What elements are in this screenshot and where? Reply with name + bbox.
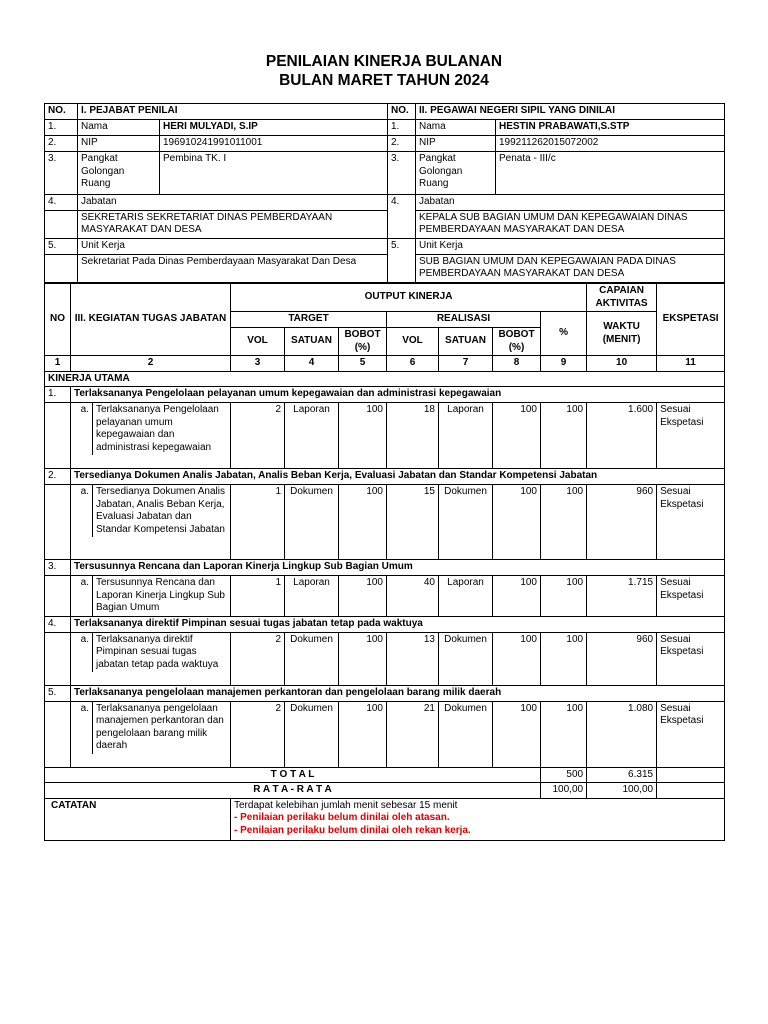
realisasi-satuan: Dokumen [439,632,493,685]
item-desc-cell [71,632,231,685]
spacer-cell [45,701,71,767]
rata-persen: 100,00 [541,783,587,799]
capaian-persen: 100 [541,485,587,560]
colnum: 6 [387,356,439,372]
unit-label: Unit Kerja [78,238,388,254]
output-kinerja-header: OUTPUT KINERJA [231,284,587,312]
item-title: Tersedianya Dokumen Analis Jabatan, Analis Beban Kerja, Evaluasi Jabatan dan Standar Kompetensi Jabatan [71,469,725,485]
colnum: 3 [231,356,285,372]
row-num: 1. [388,120,416,136]
target-bobot: 100 [339,632,387,685]
colnum: 11 [657,356,725,372]
target-bobot: 100 [339,403,387,469]
item-title-row [45,560,725,576]
target-satuan: Dokumen [285,485,339,560]
nama-label: Nama [78,120,160,136]
capaian-persen: 100 [541,701,587,767]
item-number: 1. [45,387,71,403]
item-description: Terlaksananya Pengelolaan pelayanan umum kepegawaian dan administrasi kepegawaian [96,404,219,453]
realisasi-bobot: 100 [493,485,541,560]
item-number: 2. [45,469,71,485]
row-num: 5. [388,238,416,282]
page-subtitle: BULAN MARET TAHUN 2024 [279,72,489,89]
target-satuan: Laporan [285,403,339,469]
target-satuan: Laporan [285,576,339,617]
nip-label: NIP [78,136,160,152]
rata-rata-label: R A T A - R A T A [45,783,541,799]
nip-label: NIP [416,136,496,152]
catatan-line: Terdapat kelebihan jumlah menit sebesar 15 menit [234,799,458,811]
realisasi-bobot: 100 [493,403,541,469]
row-num: 4. [388,195,416,239]
nama-label: Nama [416,120,496,136]
item-sub-number: a. [71,576,93,616]
row-num: 1. [45,120,78,136]
item-title-row [45,616,725,632]
pangkat-label: Pangkat Golongan Ruang [416,152,496,195]
pegawai-pangkat: Penata - III/c [496,152,725,195]
info-table [44,103,725,283]
item-desc-cell [71,485,231,560]
target-bobot: 100 [339,485,387,560]
kinerja-table [44,283,725,841]
catatan-warning: - Penilaian perilaku belum dinilai oleh atasan. [234,812,450,823]
realisasi-satuan: Dokumen [439,701,493,767]
spacer-cell [45,403,71,469]
no-header-right: NO. [388,104,416,120]
penilai-unit: Sekretariat Pada Dinas Pemberdayaan Masyarakat Dan Desa [78,254,388,282]
capaian-persen: 100 [541,576,587,617]
item-title-row [45,685,725,701]
realisasi-satuan: Dokumen [439,485,493,560]
row-num: 5. [45,238,78,254]
spacer-cell [45,485,71,560]
pegawai-nip: 199211262015072002 [496,136,725,152]
target-vol-header: VOL [231,328,285,356]
realisasi-bobot: 100 [493,632,541,685]
catatan-warning: - Penilaian perilaku belum dinilai oleh rekan kerja. [234,824,471,836]
waktu-menit: 960 [587,485,657,560]
row-num: 2. [388,136,416,152]
section-kinerja-utama: KINERJA UTAMA [45,371,725,387]
persen-header: % [541,312,587,356]
table-row [45,701,725,767]
item-desc-cell [71,403,231,469]
item-title: Terlaksananya Pengelolaan pelayanan umum kepegawaian dan administrasi kepegawaian [71,387,725,403]
penilai-pangkat: Pembina TK. I [160,152,388,195]
target-header: TARGET [231,312,387,328]
realisasi-satuan: Laporan [439,403,493,469]
penilai-jabatan: SEKRETARIS SEKRETARIAT DINAS PEMBERDAYAAN MASYARAKAT DAN DESA [78,210,388,238]
item-sub-number: a. [71,702,93,754]
ekspetasi-value: Sesuai Ekspetasi [657,403,725,469]
spacer-cell [45,632,71,685]
item-title-row [45,469,725,485]
colnum: 1 [45,356,71,372]
capaian-persen: 100 [541,403,587,469]
jabatan-label: Jabatan [78,195,388,211]
colnum: 2 [71,356,231,372]
item-description: Terlaksananya direktif Pimpinan sesuai tugas jabatan tetap pada waktuya [96,633,219,670]
item-number: 4. [45,616,71,632]
ekspetasi-value: Sesuai Ekspetasi [657,485,725,560]
item-description: Tersusunnya Rencana dan Laporan Kinerja Lingkup Sub Bagian Umum [96,577,225,613]
item-title: Tersusunnya Rencana dan Laporan Kinerja Lingkup Sub Bagian Umum [71,560,725,576]
realisasi-header: REALISASI [387,312,541,328]
item-title: Terlaksananya direktif Pimpinan sesuai tugas jabatan tetap pada waktuya [71,616,725,632]
row-num: 2. [45,136,78,152]
item-sub-number: a. [71,485,93,537]
colnum: 10 [587,356,657,372]
penilai-nip: 196910241991011001 [160,136,388,152]
row-num: 3. [45,152,78,195]
no-header-left: NO. [45,104,78,120]
target-satuan: Dokumen [285,632,339,685]
unit-label: Unit Kerja [416,238,725,254]
spacer-cell [45,576,71,617]
item-desc-cell [71,701,231,767]
total-label: T O T A L [45,767,541,783]
pegawai-nama: HESTIN PRABAWATI,S.STP [496,120,725,136]
realisasi-vol: 15 [387,485,439,560]
table-row [45,485,725,560]
pegawai-jabatan: KEPALA SUB BAGIAN UMUM DAN KEPEGAWAIAN DINAS PEMBERDAYAAN MASYARAKAT DAN DESA [416,210,725,238]
target-vol: 2 [231,403,285,469]
realisasi-bobot-header: BOBOT (%) [493,328,541,356]
row-num: 3. [388,152,416,195]
item-number: 5. [45,685,71,701]
item-title-row [45,387,725,403]
realisasi-satuan: Laporan [439,576,493,617]
colnum: 7 [439,356,493,372]
waktu-menit: 960 [587,632,657,685]
item-desc-cell [71,576,231,617]
pangkat-label: Pangkat Golongan Ruang [78,152,160,195]
item-sub-number: a. [71,633,93,673]
jabatan-label: Jabatan [416,195,725,211]
item-sub-number: a. [71,403,93,455]
realisasi-vol: 40 [387,576,439,617]
waktu-header: WAKTU (MENIT) [587,312,657,356]
no-header: NO [45,284,71,356]
ekspetasi-value: Sesuai Ekspetasi [657,576,725,617]
waktu-menit: 1.715 [587,576,657,617]
rata-waktu: 100,00 [587,783,657,799]
ekspetasi-value: Sesuai Ekspetasi [657,632,725,685]
realisasi-bobot: 100 [493,701,541,767]
kegiatan-header: III. KEGIATAN TUGAS JABATAN [71,284,231,356]
realisasi-vol: 21 [387,701,439,767]
pejabat-penilai-header: I. PEJABAT PENILAI [78,104,388,120]
target-bobot: 100 [339,576,387,617]
item-description: Tersedianya Dokumen Analis Jabatan, Analis Beban Kerja, Evaluasi Jabatan dan Standar Kompetensi Jabatan [96,486,225,535]
realisasi-vol: 13 [387,632,439,685]
target-satuan-header: SATUAN [285,328,339,356]
target-satuan: Dokumen [285,701,339,767]
penilai-nama: HERI MULYADI, S.IP [160,120,388,136]
table-row [45,403,725,469]
realisasi-bobot: 100 [493,576,541,617]
pegawai-dinilai-header: II. PEGAWAI NEGERI SIPIL YANG DINILAI [416,104,725,120]
item-title: Terlaksananya pengelolaan manajemen perkantoran dan pengelolaan barang milik daerah [71,685,725,701]
realisasi-satuan-header: SATUAN [439,328,493,356]
ekspetasi-value: Sesuai Ekspetasi [657,701,725,767]
catatan-label: CATATAN [45,798,231,840]
waktu-menit: 1.080 [587,701,657,767]
colnum: 4 [285,356,339,372]
item-number: 3. [45,560,71,576]
capaian-persen: 100 [541,632,587,685]
column-number-row [45,356,725,372]
table-row [45,576,725,617]
target-vol: 1 [231,485,285,560]
target-vol: 2 [231,701,285,767]
colnum: 9 [541,356,587,372]
catatan-content [231,798,725,840]
realisasi-vol-header: VOL [387,328,439,356]
capaian-header: CAPAIAN AKTIVITAS [587,284,657,312]
target-bobot: 100 [339,701,387,767]
colnum: 5 [339,356,387,372]
target-vol: 1 [231,576,285,617]
kinerja-items [45,387,725,768]
row-num: 4. [45,195,78,211]
target-bobot-header: BOBOT (%) [339,328,387,356]
pegawai-unit: SUB BAGIAN UMUM DAN KEPEGAWAIAN PADA DINAS PEMBERDAYAAN MASYARAKAT DAN DESA [416,254,725,282]
total-persen: 500 [541,767,587,783]
item-description: Terlaksananya pengelolaan manajemen perkantoran dan pengelolaan barang milik daerah [96,702,224,751]
target-vol: 2 [231,632,285,685]
page-title: PENILAIAN KINERJA BULANAN [265,53,503,70]
ekspetasi-header: EKSPETASI [657,284,725,356]
waktu-menit: 1.600 [587,403,657,469]
realisasi-vol: 18 [387,403,439,469]
table-row [45,632,725,685]
total-waktu: 6.315 [587,767,657,783]
colnum: 8 [493,356,541,372]
